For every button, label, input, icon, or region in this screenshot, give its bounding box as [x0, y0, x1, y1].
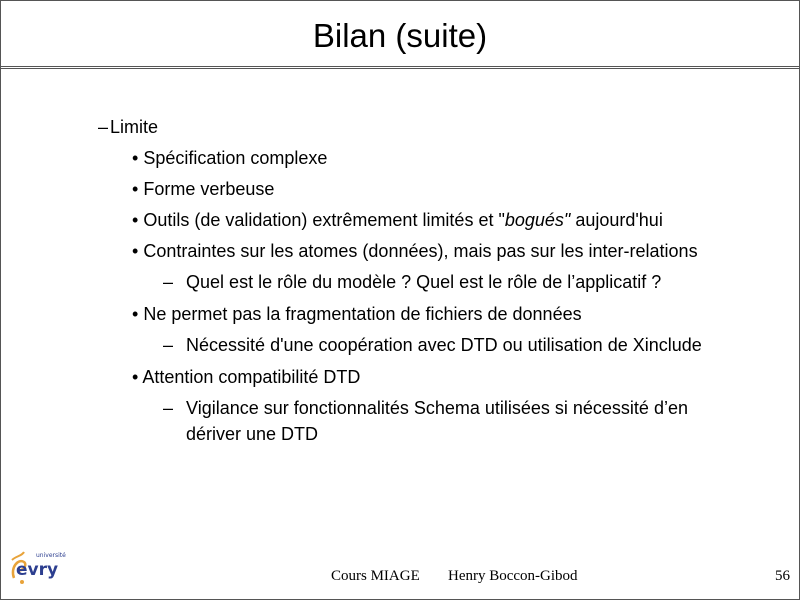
slide-title: Bilan (suite) — [312, 17, 488, 54]
dash-marker: – — [98, 117, 109, 137]
list-item-label: Limite — [110, 117, 159, 137]
logo-text: evry — [16, 560, 59, 580]
list-item — [132, 147, 327, 169]
bullet-marker: • — [132, 304, 139, 324]
dash-marker: – — [163, 272, 174, 292]
title-bar — [0, 0, 800, 67]
list-item — [132, 303, 582, 325]
list-item-text: Vigilance sur fonctionnalités Schema utilisées si nécessité d’en — [186, 398, 688, 418]
bullet-marker: • — [132, 210, 139, 230]
list-item — [132, 240, 698, 262]
dash-marker: – — [163, 398, 174, 418]
list-item — [132, 366, 360, 388]
bullet-marker: • — [132, 367, 139, 387]
list-item-limite — [98, 116, 158, 138]
list-item-text: Nécessité d'une coopération avec DTD ou utilisation de Xinclude — [186, 335, 702, 355]
sub-list-item — [163, 271, 661, 293]
list-item-text: Contraintes sur les atomes (données), mais pas sur les inter-relations — [143, 241, 698, 261]
bullet-marker: • — [132, 179, 139, 199]
list-item — [132, 178, 274, 200]
bullet-marker: • — [132, 241, 139, 261]
logo-small-text: université — [36, 552, 66, 559]
list-item-text: Spécification complexe — [143, 148, 328, 168]
sub-list-item-continuation — [186, 423, 318, 445]
list-item — [132, 209, 663, 231]
footer-author: Henry Boccon-Gibod — [448, 568, 578, 584]
footer-course: Cours MIAGE — [331, 568, 420, 584]
list-item-text: Outils (de validation) extrêmement limités et "bogués" aujourd'hui — [143, 210, 663, 230]
emphasized-text: bogués" — [504, 210, 571, 230]
sub-list-item — [163, 334, 702, 356]
list-item-text: Ne permet pas la fragmentation de fichiers de données — [143, 304, 582, 324]
page-number: 56 — [775, 568, 790, 584]
slide-footer — [0, 560, 800, 600]
bullet-marker: • — [132, 148, 139, 168]
list-item-text: Forme verbeuse — [143, 179, 275, 199]
dash-marker: – — [163, 335, 174, 355]
list-item-text: dériver une DTD — [186, 424, 319, 444]
list-item-text: Attention compatibilité DTD — [142, 367, 361, 387]
list-item-text: Quel est le rôle du modèle ? Quel est le rôle de l’applicatif ? — [186, 272, 662, 292]
sub-list-item — [163, 397, 688, 419]
